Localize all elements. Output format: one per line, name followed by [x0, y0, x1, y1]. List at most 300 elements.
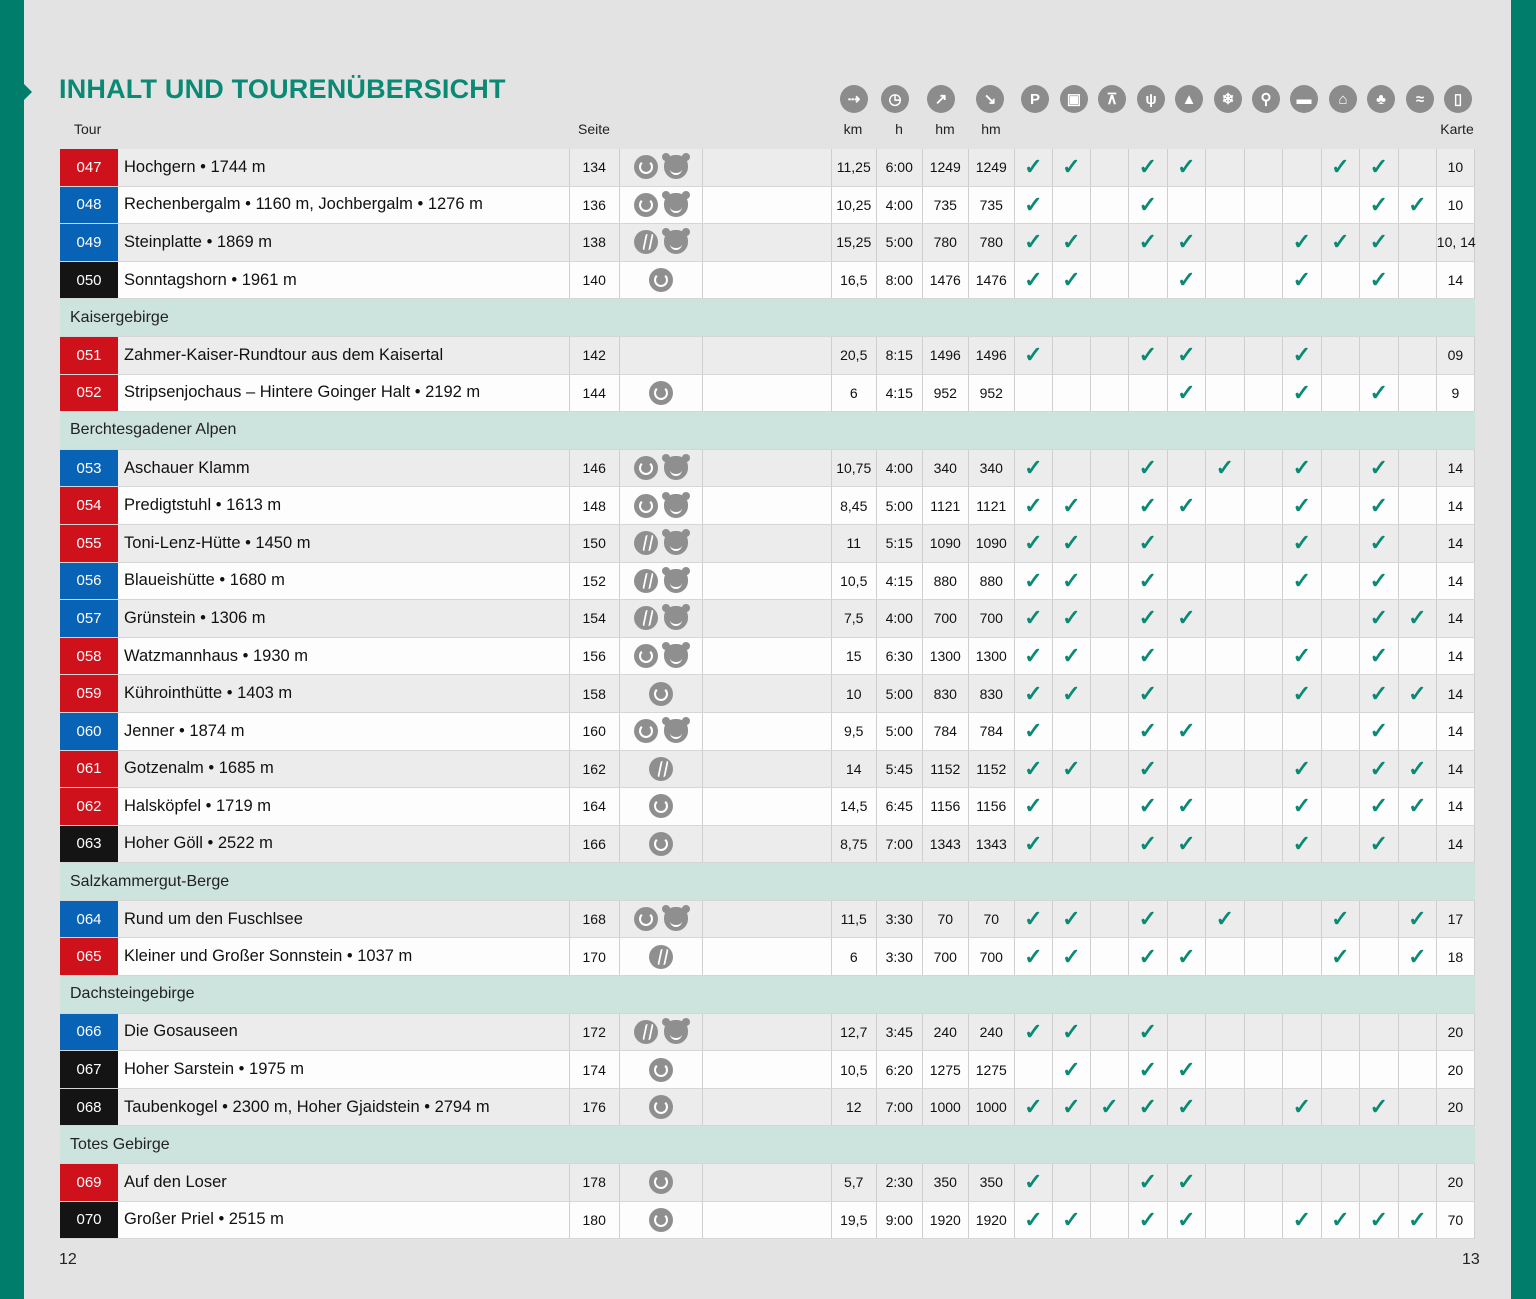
descent-hm: 1000	[968, 1088, 1014, 1126]
feature-hut	[1167, 825, 1205, 863]
ascent-hm: 952	[922, 374, 968, 412]
check-icon: ✓	[1138, 154, 1158, 180]
tour-row[interactable]	[60, 261, 1475, 299]
feature-parking	[1014, 261, 1052, 299]
feature-nature	[1359, 712, 1398, 750]
feature-hut	[1167, 900, 1205, 938]
page-ref: 172	[569, 1013, 619, 1051]
descent-hm: 1249	[968, 149, 1014, 186]
duration-h: 5:00	[876, 224, 922, 262]
spacer-cell	[702, 1051, 831, 1089]
feature-bike	[1244, 788, 1282, 826]
nature-icon: ♣	[1367, 85, 1395, 113]
descent-hm: 880	[968, 562, 1014, 600]
map-ref: 70	[1436, 1201, 1474, 1239]
feature-bus	[1052, 1088, 1090, 1126]
check-icon: ✓	[1292, 567, 1312, 593]
feature-restaurant	[1128, 750, 1167, 788]
feature-nature	[1359, 186, 1398, 224]
kid-friendly-icon	[664, 719, 688, 743]
tour-name: Auf den Loser	[118, 1164, 569, 1202]
page-number-left: 12	[59, 1251, 77, 1268]
check-icon: ✓	[1024, 718, 1043, 744]
ascent-hm: 340	[922, 449, 968, 487]
feature-winter	[1205, 449, 1244, 487]
distance-km: 9,5	[831, 712, 876, 750]
descent-icon: ↘	[976, 85, 1004, 113]
feature-cable-car	[1090, 938, 1128, 976]
feature-nature	[1359, 600, 1398, 638]
tour-name: Halsköpfel • 1719 m	[118, 788, 569, 826]
feature-swimming	[1398, 675, 1436, 713]
tour-row[interactable]	[60, 336, 1475, 374]
feature-hut	[1167, 750, 1205, 788]
feature-culture	[1321, 449, 1359, 487]
tour-row[interactable]	[60, 1051, 1475, 1089]
map-ref: 14	[1436, 261, 1474, 299]
feature-swimming	[1398, 750, 1436, 788]
one-way-icon	[634, 569, 658, 593]
feature-bike	[1244, 374, 1282, 412]
signpost-icon: ⇢	[840, 85, 868, 113]
tour-row[interactable]	[60, 449, 1475, 487]
spacer-cell	[702, 186, 831, 224]
bike-icon: ⚲	[1252, 85, 1280, 113]
check-icon: ✓	[1292, 1206, 1312, 1232]
feature-bus	[1052, 1201, 1090, 1239]
feature-overnight	[1282, 336, 1321, 374]
feature-winter	[1205, 750, 1244, 788]
clock-icon: ◷	[881, 85, 909, 113]
descent-hm: 735	[968, 186, 1014, 224]
feature-nature	[1359, 1013, 1398, 1051]
spacer-cell	[702, 938, 831, 976]
feature-bike	[1244, 600, 1282, 638]
check-icon: ✓	[1408, 755, 1427, 781]
feature-restaurant	[1128, 374, 1167, 412]
feature-hut	[1167, 1201, 1205, 1239]
descent-hm: 1275	[968, 1051, 1014, 1089]
check-icon: ✓	[1062, 567, 1081, 593]
tour-number: 061	[60, 750, 118, 788]
feature-culture	[1321, 637, 1359, 675]
feature-overnight	[1282, 524, 1321, 562]
round-trip-icon	[649, 268, 673, 292]
tour-type-icons	[619, 1088, 702, 1126]
ascent-hm: 880	[922, 562, 968, 600]
feature-hut	[1167, 788, 1205, 826]
feature-restaurant	[1128, 1164, 1167, 1202]
tour-row[interactable]	[60, 487, 1475, 525]
tour-name: Kührointhütte • 1403 m	[118, 675, 569, 713]
feature-overnight	[1282, 788, 1321, 826]
tour-row[interactable]	[60, 149, 1475, 186]
check-icon: ✓	[1024, 943, 1043, 969]
feature-cable-car	[1090, 600, 1128, 638]
spacer-cell	[702, 487, 831, 525]
feature-bus	[1052, 900, 1090, 938]
feature-swimming	[1398, 149, 1436, 186]
column-header-km: km	[843, 121, 863, 137]
check-icon: ✓	[1024, 643, 1043, 669]
check-icon: ✓	[1369, 1206, 1389, 1232]
check-icon: ✓	[1062, 906, 1081, 932]
map-ref: 14	[1436, 750, 1474, 788]
check-icon: ✓	[1024, 1169, 1043, 1195]
map-ref: 14	[1436, 524, 1474, 562]
ascent-hm: 1476	[922, 261, 968, 299]
ascent-hm: 1275	[922, 1051, 968, 1089]
feature-bus	[1052, 261, 1090, 299]
feature-swimming	[1398, 374, 1436, 412]
round-trip-icon	[649, 682, 673, 706]
check-icon: ✓	[1177, 830, 1196, 856]
feature-nature	[1359, 750, 1398, 788]
duration-h: 5:00	[876, 675, 922, 713]
map-ref: 14	[1436, 675, 1474, 713]
feature-winter	[1205, 374, 1244, 412]
page-ref: 152	[569, 562, 619, 600]
check-icon: ✓	[1369, 755, 1389, 781]
feature-winter	[1205, 1013, 1244, 1051]
tour-number: 056	[60, 562, 118, 600]
check-icon: ✓	[1408, 793, 1427, 819]
tour-row[interactable]	[60, 750, 1475, 788]
column-header-hm-up: hm	[935, 121, 955, 137]
restaurant-icon: ψ	[1137, 85, 1165, 113]
check-icon: ✓	[1024, 1094, 1043, 1120]
distance-km: 10	[831, 675, 876, 713]
tour-row[interactable]	[60, 1164, 1475, 1202]
feature-swimming	[1398, 1013, 1436, 1051]
check-icon: ✓	[1138, 793, 1158, 819]
check-icon: ✓	[1138, 455, 1158, 481]
feature-hut	[1167, 1088, 1205, 1126]
feature-winter	[1205, 675, 1244, 713]
cable-car-icon: ⊼	[1098, 85, 1126, 113]
tour-name: Rechenbergalm • 1160 m, Jochbergalm • 1276 m	[118, 186, 569, 224]
feature-bike	[1244, 149, 1282, 186]
feature-overnight	[1282, 562, 1321, 600]
region-header	[60, 412, 1475, 450]
check-icon: ✓	[1138, 1094, 1158, 1120]
tour-row[interactable]	[60, 1088, 1475, 1126]
tour-number: 058	[60, 637, 118, 675]
region-header	[60, 1126, 1475, 1164]
check-icon: ✓	[1138, 943, 1158, 969]
feature-hut	[1167, 600, 1205, 638]
distance-km: 11,5	[831, 900, 876, 938]
map-ref: 14	[1436, 449, 1474, 487]
page-number-right: 13	[1462, 1251, 1480, 1268]
tour-row[interactable]	[60, 224, 1475, 262]
tour-row[interactable]	[60, 938, 1475, 976]
check-icon: ✓	[1408, 1206, 1427, 1232]
check-icon: ✓	[1369, 680, 1389, 706]
tour-number: 054	[60, 487, 118, 525]
page-ref: 148	[569, 487, 619, 525]
duration-h: 9:00	[876, 1201, 922, 1239]
tour-name: Rund um den Fuschlsee	[118, 900, 569, 938]
page-ref: 158	[569, 675, 619, 713]
feature-restaurant	[1128, 186, 1167, 224]
feature-overnight	[1282, 938, 1321, 976]
tour-row[interactable]	[60, 900, 1475, 938]
ascent-hm: 240	[922, 1013, 968, 1051]
tour-type-icons	[619, 374, 702, 412]
map-ref: 20	[1436, 1013, 1474, 1051]
check-icon: ✓	[1024, 755, 1043, 781]
feature-bike	[1244, 1088, 1282, 1126]
page-ref: 156	[569, 637, 619, 675]
check-icon: ✓	[1177, 1206, 1196, 1232]
tour-type-icons	[619, 1051, 702, 1089]
page-ref: 154	[569, 600, 619, 638]
tour-name: Stripsenjochaus – Hintere Goinger Halt • 2192 m	[118, 374, 569, 412]
map-ref: 14	[1436, 712, 1474, 750]
feature-restaurant	[1128, 825, 1167, 863]
duration-h: 4:15	[876, 562, 922, 600]
winter-icon: ❄	[1214, 85, 1242, 113]
check-icon: ✓	[1408, 680, 1427, 706]
tour-row[interactable]	[60, 524, 1475, 562]
feature-cable-car	[1090, 1164, 1128, 1202]
tour-number: 050	[60, 261, 118, 299]
feature-nature	[1359, 675, 1398, 713]
feature-winter	[1205, 186, 1244, 224]
tour-row[interactable]	[60, 825, 1475, 863]
check-icon: ✓	[1062, 1206, 1081, 1232]
tour-row[interactable]	[60, 788, 1475, 826]
check-icon: ✓	[1331, 906, 1350, 932]
check-icon: ✓	[1369, 191, 1389, 217]
feature-restaurant	[1128, 788, 1167, 826]
ascent-hm: 1496	[922, 336, 968, 374]
tour-number: 066	[60, 1013, 118, 1051]
descent-hm: 1121	[968, 487, 1014, 525]
feature-winter	[1205, 825, 1244, 863]
check-icon: ✓	[1369, 530, 1389, 556]
region-label: Dachsteingebirge	[60, 976, 1475, 1014]
feature-overnight	[1282, 1201, 1321, 1239]
check-icon: ✓	[1024, 567, 1043, 593]
tour-row[interactable]	[60, 1013, 1475, 1051]
feature-swimming	[1398, 336, 1436, 374]
feature-restaurant	[1128, 336, 1167, 374]
tour-type-icons	[619, 600, 702, 638]
feature-overnight	[1282, 261, 1321, 299]
page-ref: 162	[569, 750, 619, 788]
tour-name: Sonntagshorn • 1961 m	[118, 261, 569, 299]
check-icon: ✓	[1024, 342, 1043, 368]
map-ref: 09	[1436, 336, 1474, 374]
feature-nature	[1359, 487, 1398, 525]
tour-type-icons	[619, 524, 702, 562]
duration-h: 2:30	[876, 1164, 922, 1202]
feature-cable-car	[1090, 712, 1128, 750]
check-icon: ✓	[1024, 680, 1043, 706]
tour-table	[60, 149, 1475, 1239]
tour-type-icons	[619, 186, 702, 224]
check-icon: ✓	[1062, 492, 1081, 518]
tour-type-icons	[619, 1013, 702, 1051]
check-icon: ✓	[1024, 229, 1043, 255]
check-icon: ✓	[1369, 455, 1389, 481]
check-icon: ✓	[1177, 1094, 1196, 1120]
tour-type-icons	[619, 261, 702, 299]
tour-row[interactable]	[60, 600, 1475, 638]
check-icon: ✓	[1177, 793, 1196, 819]
tour-row[interactable]	[60, 675, 1475, 713]
feature-cable-car	[1090, 186, 1128, 224]
check-icon: ✓	[1138, 530, 1158, 556]
feature-cable-car	[1090, 825, 1128, 863]
feature-bike	[1244, 1051, 1282, 1089]
feature-culture	[1321, 186, 1359, 224]
feature-overnight	[1282, 1051, 1321, 1089]
feature-nature	[1359, 562, 1398, 600]
check-icon: ✓	[1369, 793, 1389, 819]
tour-type-icons	[619, 750, 702, 788]
check-icon: ✓	[1024, 830, 1043, 856]
page-marker-arrow	[24, 84, 32, 100]
check-icon: ✓	[1331, 154, 1350, 180]
tour-row[interactable]	[60, 712, 1475, 750]
tour-type-icons	[619, 938, 702, 976]
feature-hut	[1167, 524, 1205, 562]
check-icon: ✓	[1292, 455, 1312, 481]
mobile-icon: ▯	[1444, 85, 1472, 113]
feature-cable-car	[1090, 449, 1128, 487]
check-icon: ✓	[1369, 567, 1389, 593]
tour-row[interactable]	[60, 1201, 1475, 1239]
distance-km: 12	[831, 1088, 876, 1126]
check-icon: ✓	[1331, 1206, 1350, 1232]
duration-h: 4:15	[876, 374, 922, 412]
page-ref: 164	[569, 788, 619, 826]
duration-h: 3:30	[876, 938, 922, 976]
feature-parking	[1014, 224, 1052, 262]
feature-bus	[1052, 712, 1090, 750]
spacer-cell	[702, 712, 831, 750]
feature-overnight	[1282, 487, 1321, 525]
page-ref: 142	[569, 336, 619, 374]
tour-name: Jenner • 1874 m	[118, 712, 569, 750]
hut-icon: ▲	[1175, 85, 1203, 113]
duration-h: 7:00	[876, 1088, 922, 1126]
tour-name: Zahmer-Kaiser-Rundtour aus dem Kaisertal	[118, 336, 569, 374]
check-icon: ✓	[1292, 229, 1312, 255]
check-icon: ✓	[1369, 229, 1389, 255]
feature-cable-car	[1090, 261, 1128, 299]
feature-hut	[1167, 938, 1205, 976]
feature-bus	[1052, 1164, 1090, 1202]
spacer-cell	[702, 750, 831, 788]
feature-culture	[1321, 1088, 1359, 1126]
check-icon: ✓	[1062, 1018, 1081, 1044]
feature-parking	[1014, 149, 1052, 186]
tour-type-icons	[619, 224, 702, 262]
duration-h: 6:30	[876, 637, 922, 675]
tour-type-icons	[619, 637, 702, 675]
tour-type-icons	[619, 900, 702, 938]
feature-bike	[1244, 562, 1282, 600]
check-icon: ✓	[1138, 229, 1158, 255]
tour-number: 055	[60, 524, 118, 562]
map-ref: 14	[1436, 600, 1474, 638]
tour-name: Watzmannhaus • 1930 m	[118, 637, 569, 675]
feature-culture	[1321, 524, 1359, 562]
tour-number: 062	[60, 788, 118, 826]
right-color-bar	[1511, 0, 1536, 1299]
feature-nature	[1359, 938, 1398, 976]
check-icon: ✓	[1062, 1056, 1081, 1082]
feature-bike	[1244, 637, 1282, 675]
map-ref: 17	[1436, 900, 1474, 938]
feature-winter	[1205, 336, 1244, 374]
ascent-hm: 1121	[922, 487, 968, 525]
feature-hut	[1167, 675, 1205, 713]
region-label: Totes Gebirge	[60, 1126, 1475, 1164]
check-icon: ✓	[1177, 379, 1196, 405]
feature-culture	[1321, 1013, 1359, 1051]
check-icon: ✓	[1138, 718, 1158, 744]
map-ref: 10, 14	[1436, 224, 1474, 262]
check-icon: ✓	[1062, 267, 1081, 293]
feature-bike	[1244, 336, 1282, 374]
feature-bike	[1244, 449, 1282, 487]
descent-hm: 1156	[968, 788, 1014, 826]
tour-row[interactable]	[60, 374, 1475, 412]
map-ref: 20	[1436, 1088, 1474, 1126]
map-ref: 14	[1436, 788, 1474, 826]
feature-winter	[1205, 900, 1244, 938]
feature-parking	[1014, 712, 1052, 750]
feature-cable-car	[1090, 1088, 1128, 1126]
duration-h: 4:00	[876, 600, 922, 638]
duration-h: 3:30	[876, 900, 922, 938]
feature-culture	[1321, 562, 1359, 600]
feature-overnight	[1282, 1088, 1321, 1126]
feature-overnight	[1282, 374, 1321, 412]
tour-name: Toni-Lenz-Hütte • 1450 m	[118, 524, 569, 562]
kid-friendly-icon	[664, 193, 688, 217]
feature-swimming	[1398, 449, 1436, 487]
feature-swimming	[1398, 600, 1436, 638]
tour-name: Hoher Sarstein • 1975 m	[118, 1051, 569, 1089]
feature-winter	[1205, 600, 1244, 638]
check-icon: ✓	[1369, 154, 1389, 180]
feature-winter	[1205, 524, 1244, 562]
feature-culture	[1321, 336, 1359, 374]
feature-nature	[1359, 261, 1398, 299]
distance-km: 6	[831, 374, 876, 412]
tour-number: 069	[60, 1164, 118, 1202]
feature-overnight	[1282, 675, 1321, 713]
tour-row[interactable]	[60, 562, 1475, 600]
feature-bus	[1052, 1013, 1090, 1051]
column-header-hm-down: hm	[981, 121, 1001, 137]
tour-row[interactable]	[60, 186, 1475, 224]
feature-culture	[1321, 788, 1359, 826]
tour-type-icons	[619, 712, 702, 750]
ascent-hm: 735	[922, 186, 968, 224]
tour-row[interactable]	[60, 637, 1475, 675]
feature-overnight	[1282, 750, 1321, 788]
duration-h: 6:00	[876, 149, 922, 186]
feature-hut	[1167, 1164, 1205, 1202]
feature-culture	[1321, 675, 1359, 713]
